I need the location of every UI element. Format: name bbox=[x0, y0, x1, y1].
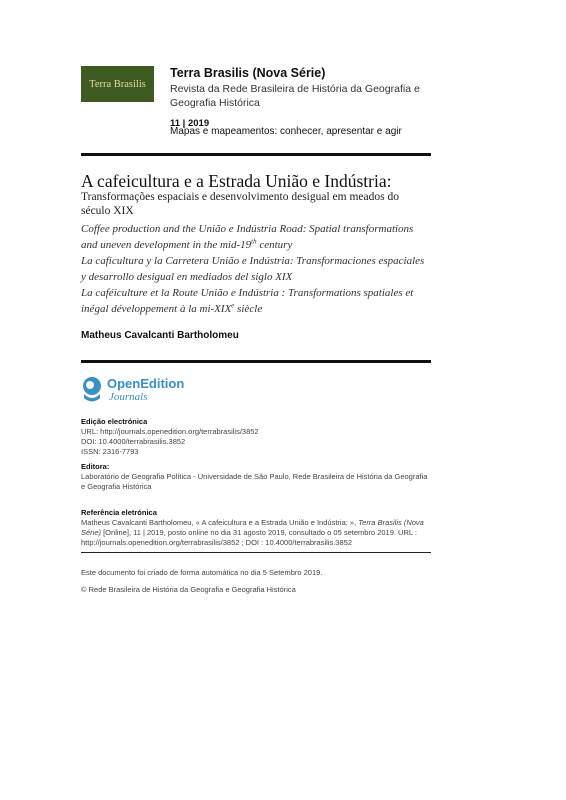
title-english bbox=[81, 221, 431, 253]
generated-note: Este documento foi criado de forma automática no dia 5 Setembro 2019. bbox=[81, 568, 323, 577]
title-french-end: siècle bbox=[234, 303, 263, 315]
editor-label: Editora: bbox=[81, 462, 110, 471]
reference-journal: Terra Brasilis (Nova Série) bbox=[81, 518, 424, 537]
edition-doi: DOI: 10.4000/terrabrasilis.3852 bbox=[81, 437, 186, 446]
openedition-name: OpenEdition bbox=[107, 376, 185, 391]
title-french bbox=[81, 285, 431, 317]
reference-text-b: [Online], 11 | 2019, posto online no dia 31 agosto 2019, consultado o 05 setembro 2019. URL : http://journals.openedition.org/terrabrasilis/3852 ; DOI : 10.4000/terrabrasilis.3852 bbox=[81, 528, 417, 547]
issue-title: Mapas e mapeamentos: conhecer, apresentar e agir bbox=[170, 126, 402, 137]
editor-text: Laboratório de Geografia Política - Universidade de São Paulo, Rede Brasileira de História da Geografia e Geografia Histórica bbox=[81, 472, 428, 491]
journal-title: Terra Brasilis (Nova Série) bbox=[170, 66, 326, 80]
bottom-divider bbox=[81, 552, 431, 553]
title-french-text: La caféiculture et la Route União e Indústria : Transformations spatiales et inégal développement à la mi-XIX bbox=[81, 287, 414, 315]
journal-logo-text: Terra Brasilis bbox=[89, 78, 146, 90]
article-subtitle: Transformações espaciais e desenvolvimento desigual em meados do século XIX bbox=[81, 191, 399, 217]
reference-text bbox=[81, 518, 431, 548]
reference-label: Referência eletrónica bbox=[81, 508, 157, 517]
edition-issn: ISSN: 2316-7793 bbox=[81, 447, 139, 456]
journal-logo bbox=[81, 66, 154, 102]
middle-divider bbox=[81, 360, 431, 363]
edition-label: Edição electrónica bbox=[81, 417, 148, 426]
title-spanish: La caficultura y la Carretera União e Indústria: Transformaciones espaciales y desarrollo desigual en mediados del siglo XIX bbox=[81, 255, 425, 283]
copyright-note: © Rede Brasileira de História da Geografia e Geografia Histórica bbox=[81, 585, 296, 594]
journal-subtitle: Revista da Rede Brasileira de História da Geografia e Geografia Histórica bbox=[170, 83, 420, 109]
title-english-end: century bbox=[256, 239, 293, 251]
article-title: A cafeicultura e a Estrada União e Indústria: bbox=[81, 171, 392, 191]
openedition-logo-icon bbox=[81, 376, 105, 404]
author-name: Matheus Cavalcanti Bartholomeu bbox=[81, 330, 239, 341]
openedition-sub: Journals bbox=[109, 391, 148, 403]
reference-text-a: Matheus Cavalcanti Bartholomeu, « A cafeicultura e a Estrada União e Indústria: », bbox=[81, 518, 359, 527]
issue-number: 11 | 2019 bbox=[170, 118, 210, 129]
edition-url: URL: http://journals.openedition.org/terrabrasilis/3852 bbox=[81, 427, 259, 436]
title-english-sup: th bbox=[251, 237, 257, 246]
title-english-text: Coffee production and the União e Indústria Road: Spatial transformations and uneven development in the mid-19 bbox=[81, 223, 414, 251]
title-french-sup: e bbox=[231, 301, 235, 310]
top-divider bbox=[81, 153, 431, 156]
